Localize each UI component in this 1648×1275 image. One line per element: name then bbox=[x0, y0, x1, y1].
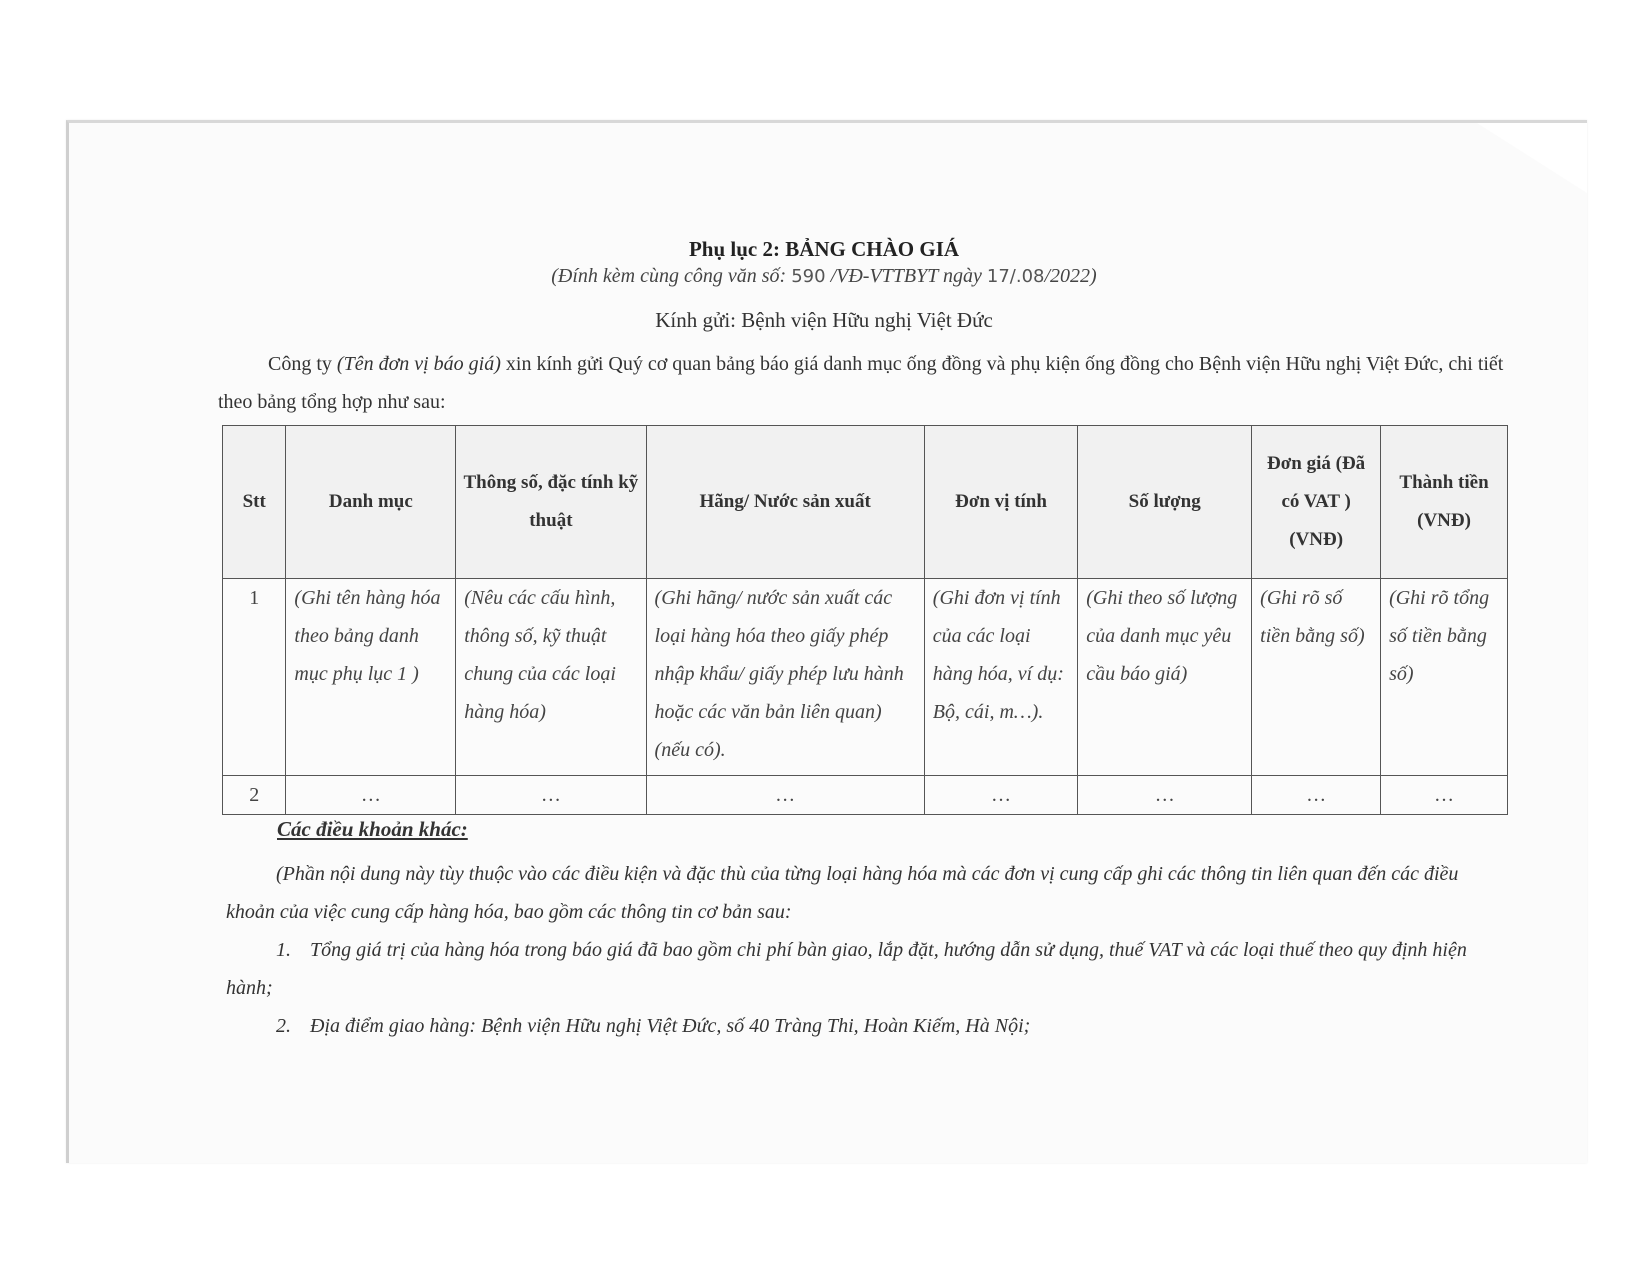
cell-so-luong: … bbox=[1078, 776, 1252, 815]
table-row bbox=[223, 776, 1508, 815]
terms-heading: Các điều khoản khác: bbox=[277, 817, 468, 841]
company-placeholder: (Tên đơn vị báo giá) bbox=[336, 353, 501, 375]
terms-item-2 bbox=[226, 1007, 1488, 1045]
header-don-gia: Đơn giá (Đã có VAT ) (VNĐ) bbox=[1252, 426, 1381, 579]
intro-paragraph bbox=[218, 345, 1508, 421]
terms-item-number: 2. bbox=[276, 1015, 291, 1037]
cell-thong-so: (Nêu các cấu hình, thông số, kỹ thuật chung của các loại hàng hóa) bbox=[456, 579, 646, 776]
cell-danh-muc: … bbox=[286, 776, 456, 815]
handwritten-date: 17/.08 bbox=[986, 266, 1045, 287]
header-stt: Stt bbox=[223, 426, 286, 579]
cell-thanh-tien: (Ghi rõ tổng số tiền bằng số) bbox=[1381, 579, 1508, 776]
header-hang-nuoc: Hãng/ Nước sản xuất bbox=[646, 426, 924, 579]
cell-don-vi-tinh: … bbox=[924, 776, 1077, 815]
cell-thong-so: … bbox=[456, 776, 646, 815]
page-fold-corner bbox=[1477, 123, 1587, 193]
cell-stt: 2 bbox=[223, 776, 286, 815]
header-thanh-tien: Thành tiền (VNĐ) bbox=[1381, 426, 1508, 579]
cell-so-luong: (Ghi theo số lượng của danh mục yêu cầu báo giá) bbox=[1078, 579, 1252, 776]
intro-part1: Công ty bbox=[268, 353, 332, 375]
header-don-vi-tinh: Đơn vị tính bbox=[924, 426, 1077, 579]
cell-don-gia: … bbox=[1252, 776, 1381, 815]
terms-item-text: Tổng giá trị của hàng hóa trong báo giá đã bao gồm chi phí bàn giao, lắp đặt, hướng dẫn sử dụng, thuế VAT và các loại thuế theo quy định hiện hành; bbox=[226, 939, 1467, 999]
subtitle-prefix: (Đính kèm cùng công văn số: bbox=[551, 265, 787, 287]
cell-danh-muc: (Ghi tên hàng hóa theo bảng danh mục phụ lục 1 ) bbox=[286, 579, 456, 776]
cell-hang-nuoc: (Ghi hãng/ nước sản xuất các loại hàng hóa theo giấy phép nhập khẩu/ giấy phép lưu hành hoặc các văn bản liên quan)(nếu có). bbox=[646, 579, 924, 776]
header-danh-muc: Danh mục bbox=[286, 426, 456, 579]
document-subtitle bbox=[0, 265, 1648, 288]
terms-body bbox=[226, 855, 1488, 1045]
subtitle-suffix: /2022) bbox=[1044, 265, 1097, 287]
intro-part2: xin kính gửi Quý cơ quan bảng báo giá danh mục ống đồng và phụ kiện ống đồng cho Bệnh viện Hữu nghị Việt Đức, chi tiết theo bảng tổng hợp như sau: bbox=[218, 353, 1504, 413]
cell-stt: 1 bbox=[223, 579, 286, 776]
table-header-row bbox=[223, 426, 1508, 579]
terms-item-text: Địa điểm giao hàng: Bệnh viện Hữu nghị Việt Đức, số 40 Tràng Thi, Hoàn Kiếm, Hà Nội; bbox=[310, 1015, 1031, 1037]
cell-thanh-tien: … bbox=[1381, 776, 1508, 815]
table-row bbox=[223, 579, 1508, 776]
subtitle-mid: /VĐ-VTTBYT ngày bbox=[830, 265, 982, 287]
recipient-line: Kính gửi: Bệnh viện Hữu nghị Việt Đức bbox=[655, 308, 993, 332]
cell-hang-nuoc: … bbox=[646, 776, 924, 815]
cell-don-gia: (Ghi rõ số tiền bằng số) bbox=[1252, 579, 1381, 776]
handwritten-doc-number: 590 bbox=[791, 266, 826, 287]
terms-intro: (Phần nội dung này tùy thuộc vào các điều kiện và đặc thù của từng loại hàng hóa mà các đơn vị cung cấp ghi các thông tin liên quan đến các điều khoản của việc cung cấp hàng hóa, bao gồm các thông tin cơ bản sau: bbox=[226, 863, 1459, 923]
terms-item-number: 1. bbox=[276, 939, 291, 961]
quote-table bbox=[222, 425, 1508, 815]
terms-item-1 bbox=[226, 931, 1488, 1007]
header-so-luong: Số lượng bbox=[1078, 426, 1252, 579]
cell-don-vi-tinh: (Ghi đơn vị tính của các loại hàng hóa, ví dụ: Bộ, cái, m…). bbox=[924, 579, 1077, 776]
document-title: Phụ lục 2: BẢNG CHÀO GIÁ bbox=[688, 237, 960, 261]
header-thong-so: Thông số, đặc tính kỹ thuật bbox=[456, 426, 646, 579]
